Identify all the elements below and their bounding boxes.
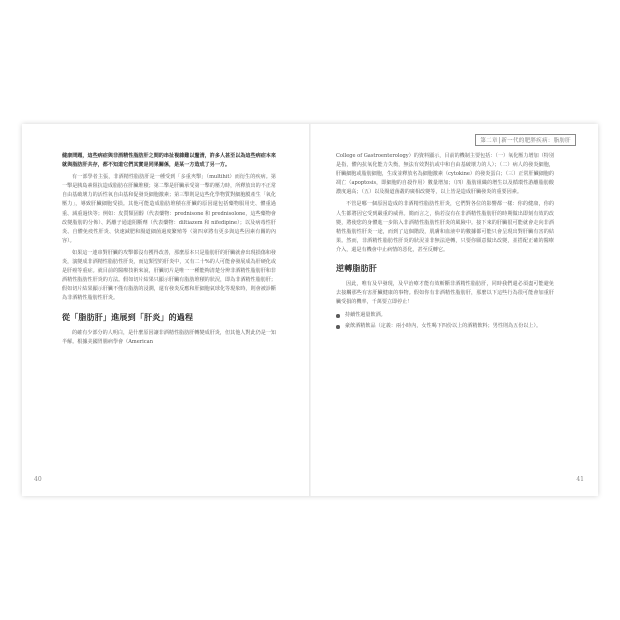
bullet-icon <box>336 325 340 329</box>
book-spread <box>22 124 598 496</box>
left-paragraph-2: 有一部學者主張，非酒精性脂肪肝是一種受到「多重夾擊」（multihit）而衍生的疾病。第一擊是胰島素阻抗造成脂肪在肝臟堆積；第二擊是肝臟承受第一擊的壓力時，所釋放出的不正常自由基破壞力的活性氧自由基和促發炎細胞激素；第三擊則是這些化學物質對細胞膜產生「氧化壓力」，導致肝臟細胞受損。其他可能造成脂肪堆積在肝臟的原因還包括藥物服用史、體重過重、減重過快等；例如：皮質類固醇（代表藥物：prednisone 和 prednisolone，這些藥物會改變脂肪的分佈）、鈣離子通道阻斷劑（代表藥物：diltiazem 和 nifedipine）；以及病毒性肝炎、自體免疫性肝炎、快速減肥和腸道細菌過度繁殖等（第四章將有更多與這些因素有關的內容）。 <box>62 174 276 244</box>
page-number-left: 40 <box>34 476 42 483</box>
left-paragraph-1: 健康問題，這些病症與非酒精性脂肪肝之間的串扯複雜難以釐清，許多人甚至以為這些病症本來就與脂肪肝共存，都不知道它們其實是同果關係，是某一方造成了另一方。 <box>62 153 276 169</box>
list-item-text: 豪飲酒精飲品（定義：兩小時內，女性喝下四份以上的酒精飲料；男性則為五份以上）。 <box>345 323 542 330</box>
warning-list <box>336 311 554 331</box>
right-page <box>310 124 598 496</box>
page-number-right: 41 <box>576 476 584 483</box>
left-page <box>22 124 310 496</box>
section-heading-reverse-fatty-liver: 逆轉脂肪肝 <box>336 264 377 274</box>
right-paragraph-1: College of Gastroenterology）的資料顯示，目前的機制主要包括：（一）氧化壓力增加（特別是指，體內抗氧化能力失衡，無法有效對抗或中和自由基破壞力的人）；（二）病人的發炎細胞，肝臟細胞或脂肪細胞，生成並釋放名為細胞激素（cytokine）的發炎蛋白；（三）正常肝臟細胞的凋亡（apoptosis，即細胞的自殺作用）數量增加；（四）脂肪組織的增生以及循環性游離脂肪酸濃度過高；（五）以及腸道菌叢的廣相改變等，以上皆是造成肝臟發炎的重要因素。 <box>336 153 554 196</box>
right-text-column <box>336 152 554 334</box>
list-item <box>336 311 554 320</box>
left-paragraph-3: 如果這一連串對肝臟的攻擊都沒有獲得改善，那麼原本只是脂肪肝的肝臟就會出現損傷和發炎，演變成非酒精性脂肪性肝炎，而這類型的肝炎中，又有二十%的人可能會發展成為肝硬化或是肝癌等重症。就目前的醫療技術來說，肝臟切片是唯一一種能夠清楚分辨非酒精性脂肪肝和非酒精性脂肪性肝炎的方法。假如切片結果只顯示肝臟有脂肪堆積的狀況，即為非酒精性脂肪肝；假如切片結果顯示肝臟不僅有脂肪的浸潤，還有發炎反應和肝細胞氣球化等現象時，則會被診斷為非酒精性脂肪性肝炎。 <box>62 249 276 302</box>
right-paragraph-2: 不管是哪一個原因造成的非酒精性脂肪性肝炎，它們對各位的影響都一樣：你的健康，你的人生都將因它受到嚴重的威脅。簡而言之，倘若沒有在非酒精性脂肪肝的時期做出即刻有效的改變，將使您的身體進一步陷入非酒精性脂肪性肝炎的風險中。接下來的肝臟很可能就會走向非酒精性脂肪性肝炎一途，而到了這個階段，肌膚和血液中的數據都可能只會呈現出對肝臟有害的結果。然而，非酒精性脂肪性肝炎的狀況並非無法逆轉，只要你願意做出改變，並搭配正確的醫療介入，還是有機會中止病情的惡化，甚至反轉它。 <box>336 201 554 253</box>
right-paragraph-3: 因此，唯有及早發現，及早治療才能有效斬斷非酒精性脂肪肝，同時我們還必須盡可能避免去接觸那些有害肝臟健康的事物。假如你有非酒精性脂肪肝，那麼以下這些行為很可能會加重肝臟受損的機率，千萬要立即停止！ <box>336 281 554 306</box>
left-text-column <box>62 152 276 350</box>
bullet-icon <box>336 314 340 318</box>
left-paragraph-4: 的確有少部分的人明白，是什麼原因讓非酒精性脂肪肝轉變成肝炎，但其他人對此仍是一知半解。根據美國胃腸病學會（American <box>62 329 276 345</box>
list-item-text: 持續性過量飲酒。 <box>345 312 386 319</box>
section-heading-fatty-liver-to-hepatitis: 從「脂肪肝」進展到「肝炎」的過程 <box>62 312 194 322</box>
list-item <box>336 322 554 331</box>
running-head: 第二章│新一代的肥胖疾病：脂肪肝 <box>475 134 576 146</box>
